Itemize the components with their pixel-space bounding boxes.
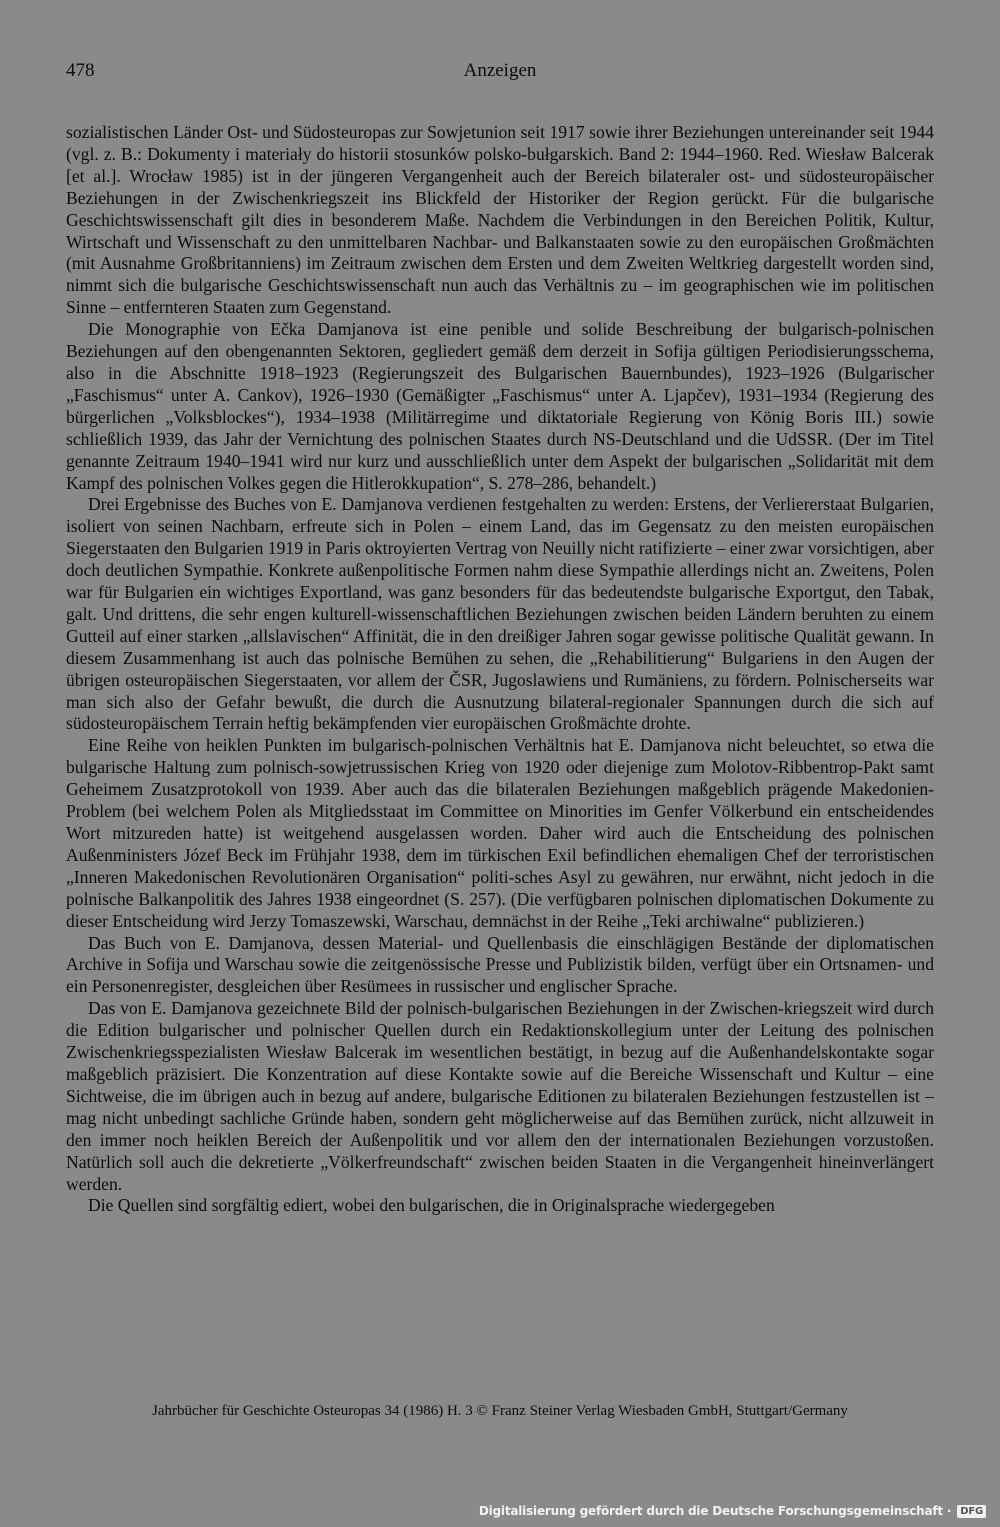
paragraph: Die Monographie von Ečka Damjanova ist eine penible und solide Beschreibung der bulgarisch-polnischen Beziehungen auf den obengenannten Sektoren, gegliedert gemäß dem derzeit in Sofija gültigen Periodisierungsschema, also in die Abschnitte 1918–1923 (Regierungszeit des Bulgarischen Bauernbundes), 1923–1926 (Bulgarischer „Faschismus“ unter A. Cankov), 1926–1930 (Gemäßigter „Faschismus“ unter A. Ljapčev), 1931–1934 (Regierung des bürgerlichen „Volksblockes“), 1934–1938 (Militärregime und diktatoriale Regierung von König Boris III.) sowie schließlich 1939, das Jahr der Vernichtung des polnischen Staates durch NS-Deutschland und die UdSSR. (Der im Titel genannte Zeitraum 1940–1941 wird nur kurz und ausschließlich unter dem Aspekt der bulgarischen „Solidarität mit dem Kampf des polnischen Volkes gegen die Hitlerokkupation“, S. 278–286, behandelt.) — [66, 319, 934, 493]
journal-citation: Jahrbücher für Geschichte Osteuropas 34 (1986) H. 3 © Franz Steiner Verlag Wiesbaden GmbH, Stuttgart/Germany — [152, 1403, 848, 1419]
paragraph: Die Quellen sind sorgfältig ediert, wobei den bulgarischen, die in Originalsprache wiedergegeben — [88, 1195, 775, 1216]
paragraph: Das von E. Damjanova gezeichnete Bild der polnisch-bulgarischen Beziehungen in der Zwischen-kriegszeit wird durch die Edition bulgarischer und polnischer Quellen durch ein Redaktionskollegium unter der Leitung des polnischen Zwischenkriegsspezialisten Wiesław Balcerak im wesentlichen bestätigt, in bezug auf die Außenhandelskontakte sogar maßgeblich präzisiert. Die Konzentration auf diese Kontakte sowie auf die Bereiche Wissenschaft und Kultur – eine Sichtweise, die im übrigen auch in bezug auf andere, bulgarische Editionen zu bilateralen Beziehungen festzustellen ist – mag nicht unbedingt sachliche Gründe haben, sondern geht möglicherweise auf das Bemühen zurück, nicht allzuweit in den immer noch heiklen Bereich der Außenpolitik und vor allem den der internationalen Beziehungen vorzustoßen. Natürlich soll auch die dekretierte „Völkerfreundschaft“ zwischen beiden Staaten in die Vergangenheit hineinverlängert werden. — [66, 998, 934, 1194]
dfg-notice-text: Digitalisierung gefördert durch die Deutsche Forschungsgemeinschaft · — [478, 1504, 952, 1518]
paragraph: sozialistischen Länder Ost- und Südosteuropas zur Sowjetunion seit 1917 sowie ihrer Beziehungen untereinander seit 1944 (vgl. z. B.: Dokumenty i materiały do historii stosunków polsko-bułgarskich. Band 2: 1944–1960. Red. Wiesław Balcerak [et al.]. Wrocław 1985) ist in der jüngeren Vergangenheit auch der Bereich bilateraler ost- und südosteuropäischer Beziehungen in der Zwischenkriegszeit ins Blickfeld der Historiker der Region gerückt. Für die bulgarische Geschichtswissenschaft gilt dies in besonderem Maße. Nachdem die Verbindungen in den Bereichen Politik, Kultur, Wirtschaft und Wissenschaft zu den unmittelbaren Nachbar- und Balkanstaaten sowie zu den europäischen Großmächten (mit Ausnahme Großbritanniens) im Zeitraum zwischen dem Ersten und dem Zweiten Weltkrieg dargestellt worden sind, nimmt sich die bulgarische Geschichtswissenschaft nun auch das Verhältnis zu – im geographischen wie im politischen Sinne – entfernteren Staaten zum Gegenstand. — [66, 122, 934, 318]
paragraph: Das Buch von E. Damjanova, dessen Material- und Quellenbasis die einschlägigen Bestände der diplomatischen Archive in Sofija und Warschau sowie die zeitgenössische Presse und Publizistik bilden, verfügt über ein Ortsnamen- und ein Personenregister, desgleichen über Resümees in russischer und englischer Sprache. — [66, 932, 934, 997]
running-head: Anzeigen — [463, 60, 537, 81]
page-number: 478 — [66, 60, 95, 81]
page-header — [66, 60, 934, 90]
paragraph: Drei Ergebnisse des Buches von E. Damjanova verdienen festgehalten zu werden: Erstens, der Verliererstaat Bulgarien, isoliert von seinen Nachbarn, erfreute sich in Polen – einem Land, das im Gegensatz zu den meisten europäischen Siegerstaaten den Bulgarien 1919 in Paris oktroyierten Vertrag von Neuilly nicht ratifizierte – einer zwar vorsichtigen, aber doch deutlichen Sympathie. Konkrete außenpolitische Formen nahm diese Sympathie allerdings nicht an. Zweitens, Polen war für Bulgarien ein wichtiges Exportland, was ganz besonders für das bedeutendste bulgarische Exportgut, den Tabak, galt. Und drittens, die sehr engen kulturell-wissenschaftlichen Beziehungen zwischen beiden Ländern beruhten zu einem Gutteil auf einer starken „allslavischen“ Affinität, die in den dreißiger Jahren sogar gewisse politische Qualität gewann. In diesem Zusammenhang ist auch das polnische Bemühen zu sehen, die „Rehabilitierung“ Bulgariens in den Augen der übrigen osteuropäischen Siegerstaaten, vor allem der ČSR, Jugoslawiens und Rumäniens, zu fördern. Polnischerseits war man sich also der Gefahr bewußt, die durch die Ausnutzung bilateral-regionaler Spannungen durch die sich auf südosteuropäischem Terrain heftig bekämpfenden vier europäischen Großmächte drohte. — [66, 494, 934, 734]
paragraph: Eine Reihe von heiklen Punkten im bulgarisch-polnischen Verhältnis hat E. Damjanova nicht beleuchtet, so etwa die bulgarische Haltung zum polnisch-sowjetrussischen Krieg von 1920 oder diejenige zum Molotov-Ribbentrop-Pakt samt Geheimem Zusatzprotokoll von 1939. Aber auch das die bilateralen Beziehungen maßgeblich prägende Makedonien-Problem (bei welchem Polen als Mitgliedsstaat im Committee on Minorities im Genfer Völkerbund ein entscheidendes Wort mitzureden hatte) ist weitgehend ausgelassen worden. Daher wird auch die Entscheidung des polnischen Außenministers Józef Beck im Frühjahr 1938, dem im türkischen Exil befindlichen ehemaligen Chef der terroristischen „Inneren Makedonischen Revolutionären Organisation“ politi-sches Asyl zu gewähren, nur erwähnt, nicht jedoch in die polnische Balkanpolitik des Jahres 1938 eingeordnet (S. 257). (Die verfügbaren polnischen diplomatischen Dokumente zu dieser Entscheidung wird Jerzy Tomaszewski, Warschau, demnächst in der Reihe „Teki archiwalne“ publizieren.) — [66, 735, 934, 931]
dfg-notice — [479, 1504, 986, 1518]
article-body — [66, 122, 934, 1217]
dfg-logo-icon: DFG — [957, 1505, 986, 1518]
